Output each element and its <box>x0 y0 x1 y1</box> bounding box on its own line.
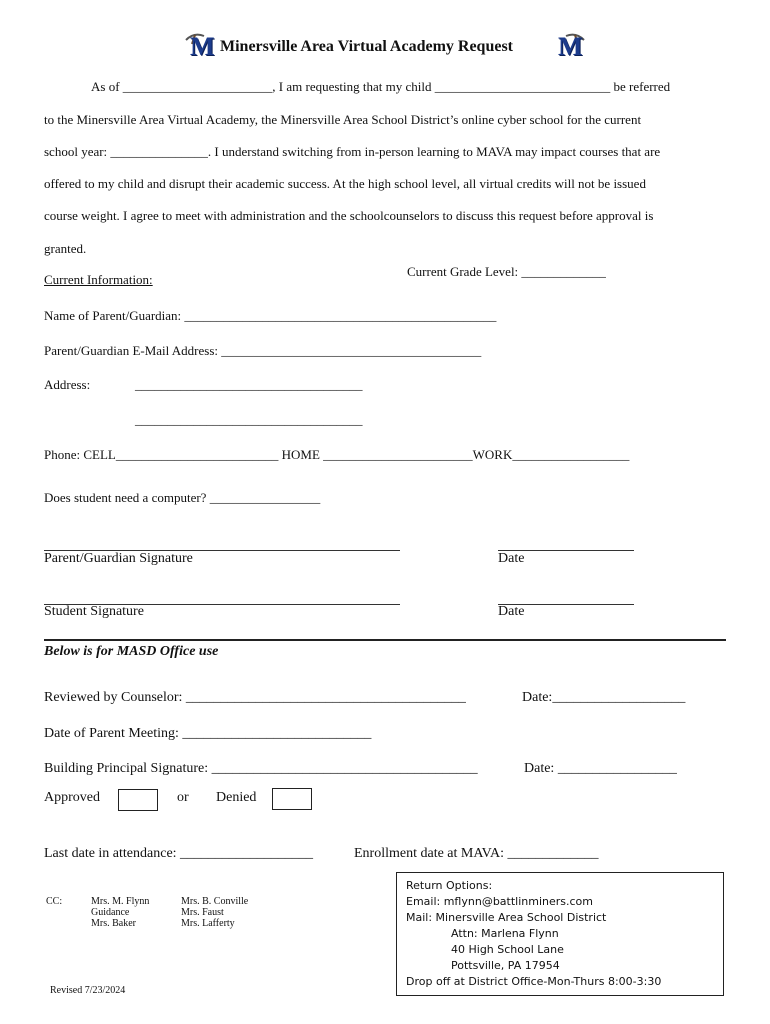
student-signature-label: Student Signature <box>44 604 144 619</box>
logo-letter: M <box>190 32 215 61</box>
intro-line-2: to the Minersville Area Virtual Academy, the Minersville Area School District’s online cyber school for the current <box>44 112 642 127</box>
return-city: Pottsville, PA 17954 <box>451 959 560 972</box>
cc-item: Mrs. Baker <box>91 918 136 929</box>
miners-logo-left <box>184 32 218 60</box>
miners-logo-right <box>552 32 586 60</box>
reviewed-by-counselor-field[interactable]: Reviewed by Counselor: ________________________________________ <box>44 690 466 705</box>
cc-item: Mrs. Lafferty <box>181 918 235 929</box>
return-email-link[interactable]: Email: mflynn@battlinminers.com <box>406 895 594 908</box>
parent-email-field[interactable]: Parent/Guardian E-Mail Address: ________________________________________ <box>44 343 482 358</box>
principal-date-field[interactable]: Date: _________________ <box>524 761 677 776</box>
parent-signature-label: Parent/Guardian Signature <box>44 551 193 566</box>
intro-line-4: offered to my child and disrupt their academic success. At the high school level, all virtual credits will not be issued <box>44 176 646 191</box>
computer-question-field[interactable]: Does student need a computer? _________________ <box>44 490 321 505</box>
student-date-label: Date <box>498 604 525 619</box>
revised-date: Revised 7/23/2024 <box>50 985 126 996</box>
section-divider <box>44 639 726 641</box>
return-options-title: Return Options: <box>406 879 493 892</box>
current-info-heading: Current Information: <box>44 272 153 287</box>
return-attn: Attn: Marlena Flynn <box>451 927 559 940</box>
phone-fields[interactable]: Phone: CELL_________________________ HOME _______________________WORK__________________ <box>44 447 630 462</box>
reviewed-date-field[interactable]: Date:___________________ <box>522 690 686 705</box>
approved-label: Approved <box>44 790 100 805</box>
parent-date-label: Date <box>498 551 525 566</box>
address-line-1-field[interactable]: ___________________________________ <box>135 377 363 392</box>
intro-line-6: granted. <box>44 241 87 256</box>
or-label: or <box>177 790 189 805</box>
intro-line-5: course weight. I agree to meet with administration and the schoolcounselors to discuss this request before approval is <box>44 208 654 223</box>
office-use-heading: Below is for MASD Office use <box>44 644 219 659</box>
cc-label: CC: <box>46 896 63 907</box>
request-date-field[interactable]: _______________________ <box>122 79 273 94</box>
grade-level-field[interactable]: Current Grade Level: _____________ <box>407 264 606 279</box>
cc-item: Mrs. M. Flynn <box>91 896 150 907</box>
principal-signature-field[interactable]: Building Principal Signature: ______________________________________ <box>44 761 478 776</box>
approved-checkbox[interactable] <box>118 789 158 811</box>
intro-line-1 <box>91 79 670 95</box>
cc-item: Mrs. Faust <box>181 907 224 918</box>
logo-letter: M <box>558 32 583 61</box>
parent-meeting-date-field[interactable]: Date of Parent Meeting: ___________________________ <box>44 726 372 741</box>
intro-requesting: , I am requesting that my child <box>272 79 432 94</box>
enrollment-date-field[interactable]: Enrollment date at MAVA: _____________ <box>354 846 599 861</box>
intro-as-of: As of <box>91 79 120 94</box>
last-attendance-date-field[interactable]: Last date in attendance: ___________________ <box>44 846 314 861</box>
intro-line-3: school year: _______________. I understand switching from in-person learning to MAVA may impact courses that are <box>44 144 661 159</box>
denied-checkbox[interactable] <box>272 788 312 810</box>
return-street: 40 High School Lane <box>451 943 564 956</box>
page-title: Minersville Area Virtual Academy Request <box>220 38 513 55</box>
cc-item: Guidance <box>91 907 130 918</box>
cc-item: Mrs. B. Conville <box>181 896 249 907</box>
denied-label: Denied <box>216 790 257 805</box>
return-mail: Mail: Minersville Area School District <box>406 911 607 924</box>
address-label: Address: <box>44 377 91 392</box>
return-options-box <box>396 872 724 996</box>
address-line-2-field[interactable]: ___________________________________ <box>135 412 363 427</box>
parent-name-field[interactable]: Name of Parent/Guardian: ________________________________________________ <box>44 308 497 323</box>
child-name-field[interactable]: ___________________________ <box>434 79 611 94</box>
return-dropoff: Drop off at District Office-Mon-Thurs 8:00-3:30 <box>406 975 662 988</box>
intro-referred: be referred <box>613 79 671 94</box>
